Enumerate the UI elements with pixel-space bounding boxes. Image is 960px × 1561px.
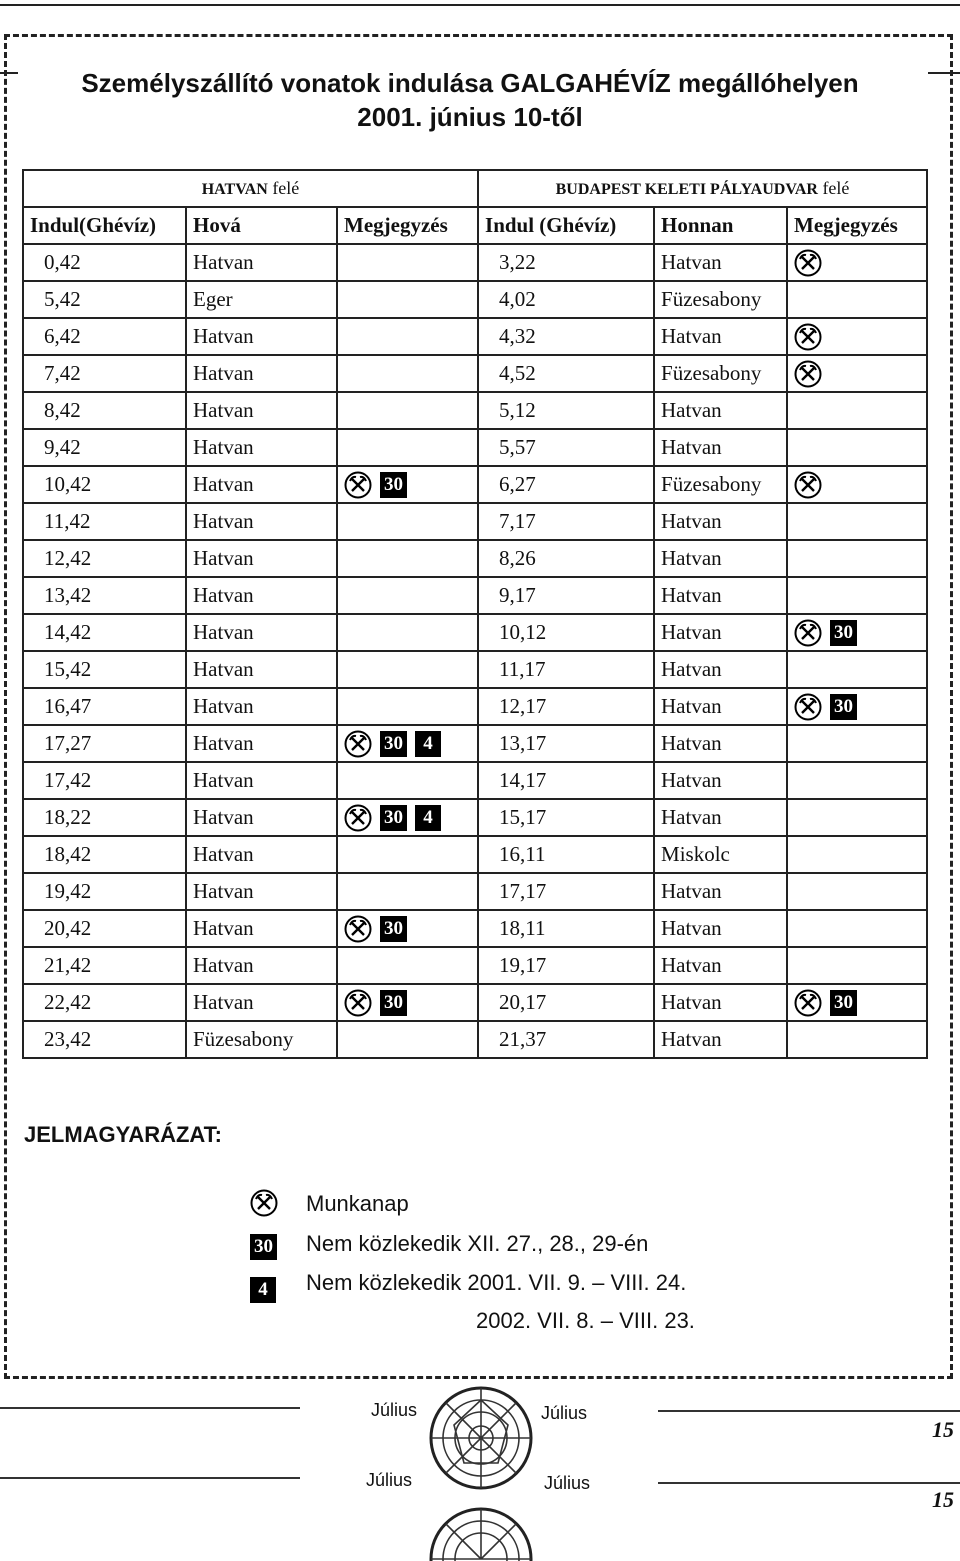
origin: Hatvan bbox=[654, 947, 787, 984]
note bbox=[337, 577, 478, 614]
workday-icon bbox=[344, 803, 372, 831]
departure-time: 13,42 bbox=[23, 577, 186, 614]
note-badge-30: 30 bbox=[380, 805, 407, 831]
departure-time-2: 21,37 bbox=[478, 1021, 654, 1058]
note-badge-30: 30 bbox=[830, 694, 857, 720]
departure-time-2: 20,17 bbox=[478, 984, 654, 1021]
departure-time-2: 5,57 bbox=[478, 429, 654, 466]
departure-time-2: 13,17 bbox=[478, 725, 654, 762]
origin: Hatvan bbox=[654, 984, 787, 1021]
origin: Hatvan bbox=[654, 429, 787, 466]
note bbox=[337, 429, 478, 466]
departure-time-2: 3,22 bbox=[478, 244, 654, 281]
destination: Eger bbox=[186, 281, 337, 318]
origin: Hatvan bbox=[654, 1021, 787, 1058]
note-badge-30: 30 bbox=[380, 990, 407, 1016]
table-row bbox=[23, 873, 927, 910]
group-header-row bbox=[23, 170, 927, 207]
table-row bbox=[23, 355, 927, 392]
departure-time-2: 4,52 bbox=[478, 355, 654, 392]
note-badge-4: 4 bbox=[415, 805, 441, 831]
workday-icon bbox=[794, 988, 822, 1016]
legend-badge-30-label: Nem közlekedik XII. 27., 28., 29-én bbox=[306, 1231, 649, 1256]
table-row bbox=[23, 577, 927, 614]
destination: Hatvan bbox=[186, 873, 337, 910]
note-2 bbox=[787, 688, 927, 725]
departure-time-2: 5,12 bbox=[478, 392, 654, 429]
table-row bbox=[23, 688, 927, 725]
departure-time: 18,22 bbox=[23, 799, 186, 836]
note-2 bbox=[787, 429, 927, 466]
note-2 bbox=[787, 577, 927, 614]
note bbox=[337, 318, 478, 355]
footer-line-left-bottom bbox=[0, 1477, 300, 1479]
departure-time-2: 7,17 bbox=[478, 503, 654, 540]
departure-time: 9,42 bbox=[23, 429, 186, 466]
origin: Hatvan bbox=[654, 762, 787, 799]
footer-month-4: Július bbox=[544, 1473, 591, 1493]
departure-time-2: 16,11 bbox=[478, 836, 654, 873]
footer-month-2: Július bbox=[541, 1403, 588, 1423]
page-number-top: 15 bbox=[932, 1417, 954, 1442]
page-subtitle: 2001. június 10-től bbox=[357, 102, 583, 132]
departure-time: 14,42 bbox=[23, 614, 186, 651]
departure-time: 18,42 bbox=[23, 836, 186, 873]
origin: Füzesabony bbox=[654, 281, 787, 318]
table-row bbox=[23, 947, 927, 984]
table-row bbox=[23, 836, 927, 873]
table-row bbox=[23, 392, 927, 429]
origin: Hatvan bbox=[654, 577, 787, 614]
note-badge-4: 4 bbox=[415, 731, 441, 757]
origin: Hatvan bbox=[654, 873, 787, 910]
departure-time: 17,27 bbox=[23, 725, 186, 762]
destination: Hatvan bbox=[186, 466, 337, 503]
departure-time: 6,42 bbox=[23, 318, 186, 355]
note bbox=[337, 244, 478, 281]
legend-heading: JELMAGYARÁZAT: bbox=[24, 1122, 223, 1147]
table-row bbox=[23, 318, 927, 355]
departure-time-2: 10,12 bbox=[478, 614, 654, 651]
note bbox=[337, 355, 478, 392]
note bbox=[337, 799, 478, 836]
note bbox=[337, 725, 478, 762]
table-row bbox=[23, 984, 927, 1021]
departure-time-2: 11,17 bbox=[478, 651, 654, 688]
table-row bbox=[23, 244, 927, 281]
note-2 bbox=[787, 318, 927, 355]
table-row bbox=[23, 725, 927, 762]
departure-time: 11,42 bbox=[23, 503, 186, 540]
destination: Hatvan bbox=[186, 318, 337, 355]
departure-time-2: 14,17 bbox=[478, 762, 654, 799]
rosette-ornament-icon bbox=[428, 1385, 534, 1491]
workday-icon bbox=[794, 470, 822, 498]
destination: Hatvan bbox=[186, 540, 337, 577]
departure-time-2: 4,32 bbox=[478, 318, 654, 355]
note-2 bbox=[787, 947, 927, 984]
origin: Hatvan bbox=[654, 910, 787, 947]
page-number-bottom: 15 bbox=[932, 1487, 954, 1512]
note-2 bbox=[787, 355, 927, 392]
note bbox=[337, 836, 478, 873]
legend-badge-4-label-2: 2002. VII. 8. – VIII. 23. bbox=[476, 1308, 695, 1333]
table-row bbox=[23, 910, 927, 947]
note bbox=[337, 984, 478, 1021]
legend-work-icon bbox=[250, 1189, 278, 1217]
origin: Hatvan bbox=[654, 540, 787, 577]
table-row bbox=[23, 799, 927, 836]
destination: Füzesabony bbox=[186, 1021, 337, 1058]
origin: Füzesabony bbox=[654, 355, 787, 392]
note bbox=[337, 762, 478, 799]
departure-time-2: 18,11 bbox=[478, 910, 654, 947]
table-row bbox=[23, 1021, 927, 1058]
legend-badge-30: 30 bbox=[250, 1232, 277, 1260]
group-budapest: BUDAPEST KELETI PÁLYAUDVAR felé bbox=[478, 170, 927, 207]
footer-line-right-top bbox=[658, 1410, 960, 1412]
destination: Hatvan bbox=[186, 984, 337, 1021]
table-row bbox=[23, 429, 927, 466]
origin: Hatvan bbox=[654, 244, 787, 281]
note-2 bbox=[787, 392, 927, 429]
timetable bbox=[22, 169, 928, 1059]
origin: Hatvan bbox=[654, 614, 787, 651]
departure-time: 22,42 bbox=[23, 984, 186, 1021]
column-header-row bbox=[23, 207, 927, 244]
note-badge-30: 30 bbox=[380, 472, 407, 498]
footer-month-1: Július bbox=[371, 1400, 418, 1420]
destination: Hatvan bbox=[186, 355, 337, 392]
departure-time: 0,42 bbox=[23, 244, 186, 281]
note bbox=[337, 540, 478, 577]
departure-time-2: 4,02 bbox=[478, 281, 654, 318]
rosette-ornament-icon-2 bbox=[428, 1506, 534, 1561]
departure-time: 19,42 bbox=[23, 873, 186, 910]
table-row bbox=[23, 281, 927, 318]
destination: Hatvan bbox=[186, 910, 337, 947]
workday-icon bbox=[344, 914, 372, 942]
destination: Hatvan bbox=[186, 799, 337, 836]
workday-icon bbox=[794, 359, 822, 387]
destination: Hatvan bbox=[186, 688, 337, 725]
page-title: Személyszállító vonatok indulása GALGAHÉVÍZ megállóhelyen bbox=[81, 68, 859, 98]
destination: Hatvan bbox=[186, 762, 337, 799]
note bbox=[337, 873, 478, 910]
note bbox=[337, 466, 478, 503]
footer-month-3: Július bbox=[366, 1470, 413, 1490]
destination: Hatvan bbox=[186, 392, 337, 429]
origin: Hatvan bbox=[654, 799, 787, 836]
origin: Füzesabony bbox=[654, 466, 787, 503]
departure-time: 7,42 bbox=[23, 355, 186, 392]
note-2 bbox=[787, 836, 927, 873]
departure-time-2: 9,17 bbox=[478, 577, 654, 614]
departure-time: 15,42 bbox=[23, 651, 186, 688]
note bbox=[337, 392, 478, 429]
col-header-note: Megjegyzés bbox=[337, 207, 478, 244]
departure-time: 8,42 bbox=[23, 392, 186, 429]
origin: Hatvan bbox=[654, 392, 787, 429]
note-2 bbox=[787, 503, 927, 540]
table-row bbox=[23, 503, 927, 540]
note bbox=[337, 1021, 478, 1058]
departure-time-2: 15,17 bbox=[478, 799, 654, 836]
note-badge-30: 30 bbox=[380, 916, 407, 942]
workday-icon bbox=[344, 470, 372, 498]
note bbox=[337, 688, 478, 725]
note bbox=[337, 503, 478, 540]
note-badge-30: 30 bbox=[830, 620, 857, 646]
note-2 bbox=[787, 466, 927, 503]
col-header-note-2: Megjegyzés bbox=[787, 207, 927, 244]
top-rule bbox=[0, 4, 960, 6]
destination: Hatvan bbox=[186, 503, 337, 540]
note-2 bbox=[787, 984, 927, 1021]
note-2 bbox=[787, 762, 927, 799]
workday-icon bbox=[344, 729, 372, 757]
workday-icon bbox=[794, 248, 822, 276]
departure-time: 10,42 bbox=[23, 466, 186, 503]
origin: Hatvan bbox=[654, 318, 787, 355]
workday-icon bbox=[344, 988, 372, 1016]
note-2 bbox=[787, 910, 927, 947]
note bbox=[337, 281, 478, 318]
note-badge-30: 30 bbox=[830, 990, 857, 1016]
destination: Hatvan bbox=[186, 429, 337, 466]
destination: Hatvan bbox=[186, 614, 337, 651]
table-row bbox=[23, 540, 927, 577]
departure-time: 20,42 bbox=[23, 910, 186, 947]
departure-time: 16,47 bbox=[23, 688, 186, 725]
workday-icon bbox=[794, 618, 822, 646]
departure-time: 21,42 bbox=[23, 947, 186, 984]
legend-work-label: Munkanap bbox=[306, 1191, 409, 1216]
note bbox=[337, 614, 478, 651]
origin: Hatvan bbox=[654, 688, 787, 725]
destination: Hatvan bbox=[186, 577, 337, 614]
workday-icon bbox=[794, 322, 822, 350]
note bbox=[337, 947, 478, 984]
note-2 bbox=[787, 540, 927, 577]
table-row bbox=[23, 466, 927, 503]
col-header-origin: Honnan bbox=[654, 207, 787, 244]
departure-time-2: 19,17 bbox=[478, 947, 654, 984]
table-row bbox=[23, 614, 927, 651]
note-badge-30: 30 bbox=[380, 731, 407, 757]
departure-time: 17,42 bbox=[23, 762, 186, 799]
col-header-departure: Indul(Ghévíz) bbox=[23, 207, 186, 244]
departure-time: 5,42 bbox=[23, 281, 186, 318]
note-2 bbox=[787, 651, 927, 688]
destination: Hatvan bbox=[186, 947, 337, 984]
note-2 bbox=[787, 1021, 927, 1058]
table-row bbox=[23, 762, 927, 799]
group-hatvan: HATVAN felé bbox=[23, 170, 478, 207]
departure-time-2: 8,26 bbox=[478, 540, 654, 577]
departure-time: 23,42 bbox=[23, 1021, 186, 1058]
note-2 bbox=[787, 244, 927, 281]
departure-time-2: 17,17 bbox=[478, 873, 654, 910]
footer-line-right-bottom bbox=[658, 1482, 960, 1484]
note-2 bbox=[787, 725, 927, 762]
note-2 bbox=[787, 799, 927, 836]
legend-badge-4-label: Nem közlekedik 2001. VII. 9. – VIII. 24. bbox=[306, 1270, 687, 1295]
origin: Miskolc bbox=[654, 836, 787, 873]
destination: Hatvan bbox=[186, 244, 337, 281]
origin: Hatvan bbox=[654, 651, 787, 688]
note-2 bbox=[787, 614, 927, 651]
col-header-departure-2: Indul (Ghévíz) bbox=[478, 207, 654, 244]
destination: Hatvan bbox=[186, 836, 337, 873]
destination: Hatvan bbox=[186, 651, 337, 688]
table-row bbox=[23, 651, 927, 688]
note bbox=[337, 651, 478, 688]
note-2 bbox=[787, 873, 927, 910]
origin: Hatvan bbox=[654, 503, 787, 540]
departure-time: 12,42 bbox=[23, 540, 186, 577]
legend-badge-4: 4 bbox=[250, 1275, 276, 1303]
note-2 bbox=[787, 281, 927, 318]
destination: Hatvan bbox=[186, 725, 337, 762]
departure-time-2: 12,17 bbox=[478, 688, 654, 725]
origin: Hatvan bbox=[654, 725, 787, 762]
departure-time-2: 6,27 bbox=[478, 466, 654, 503]
workday-icon bbox=[794, 692, 822, 720]
col-header-destination: Hová bbox=[186, 207, 337, 244]
note bbox=[337, 910, 478, 947]
footer-line-left-top bbox=[0, 1407, 300, 1409]
